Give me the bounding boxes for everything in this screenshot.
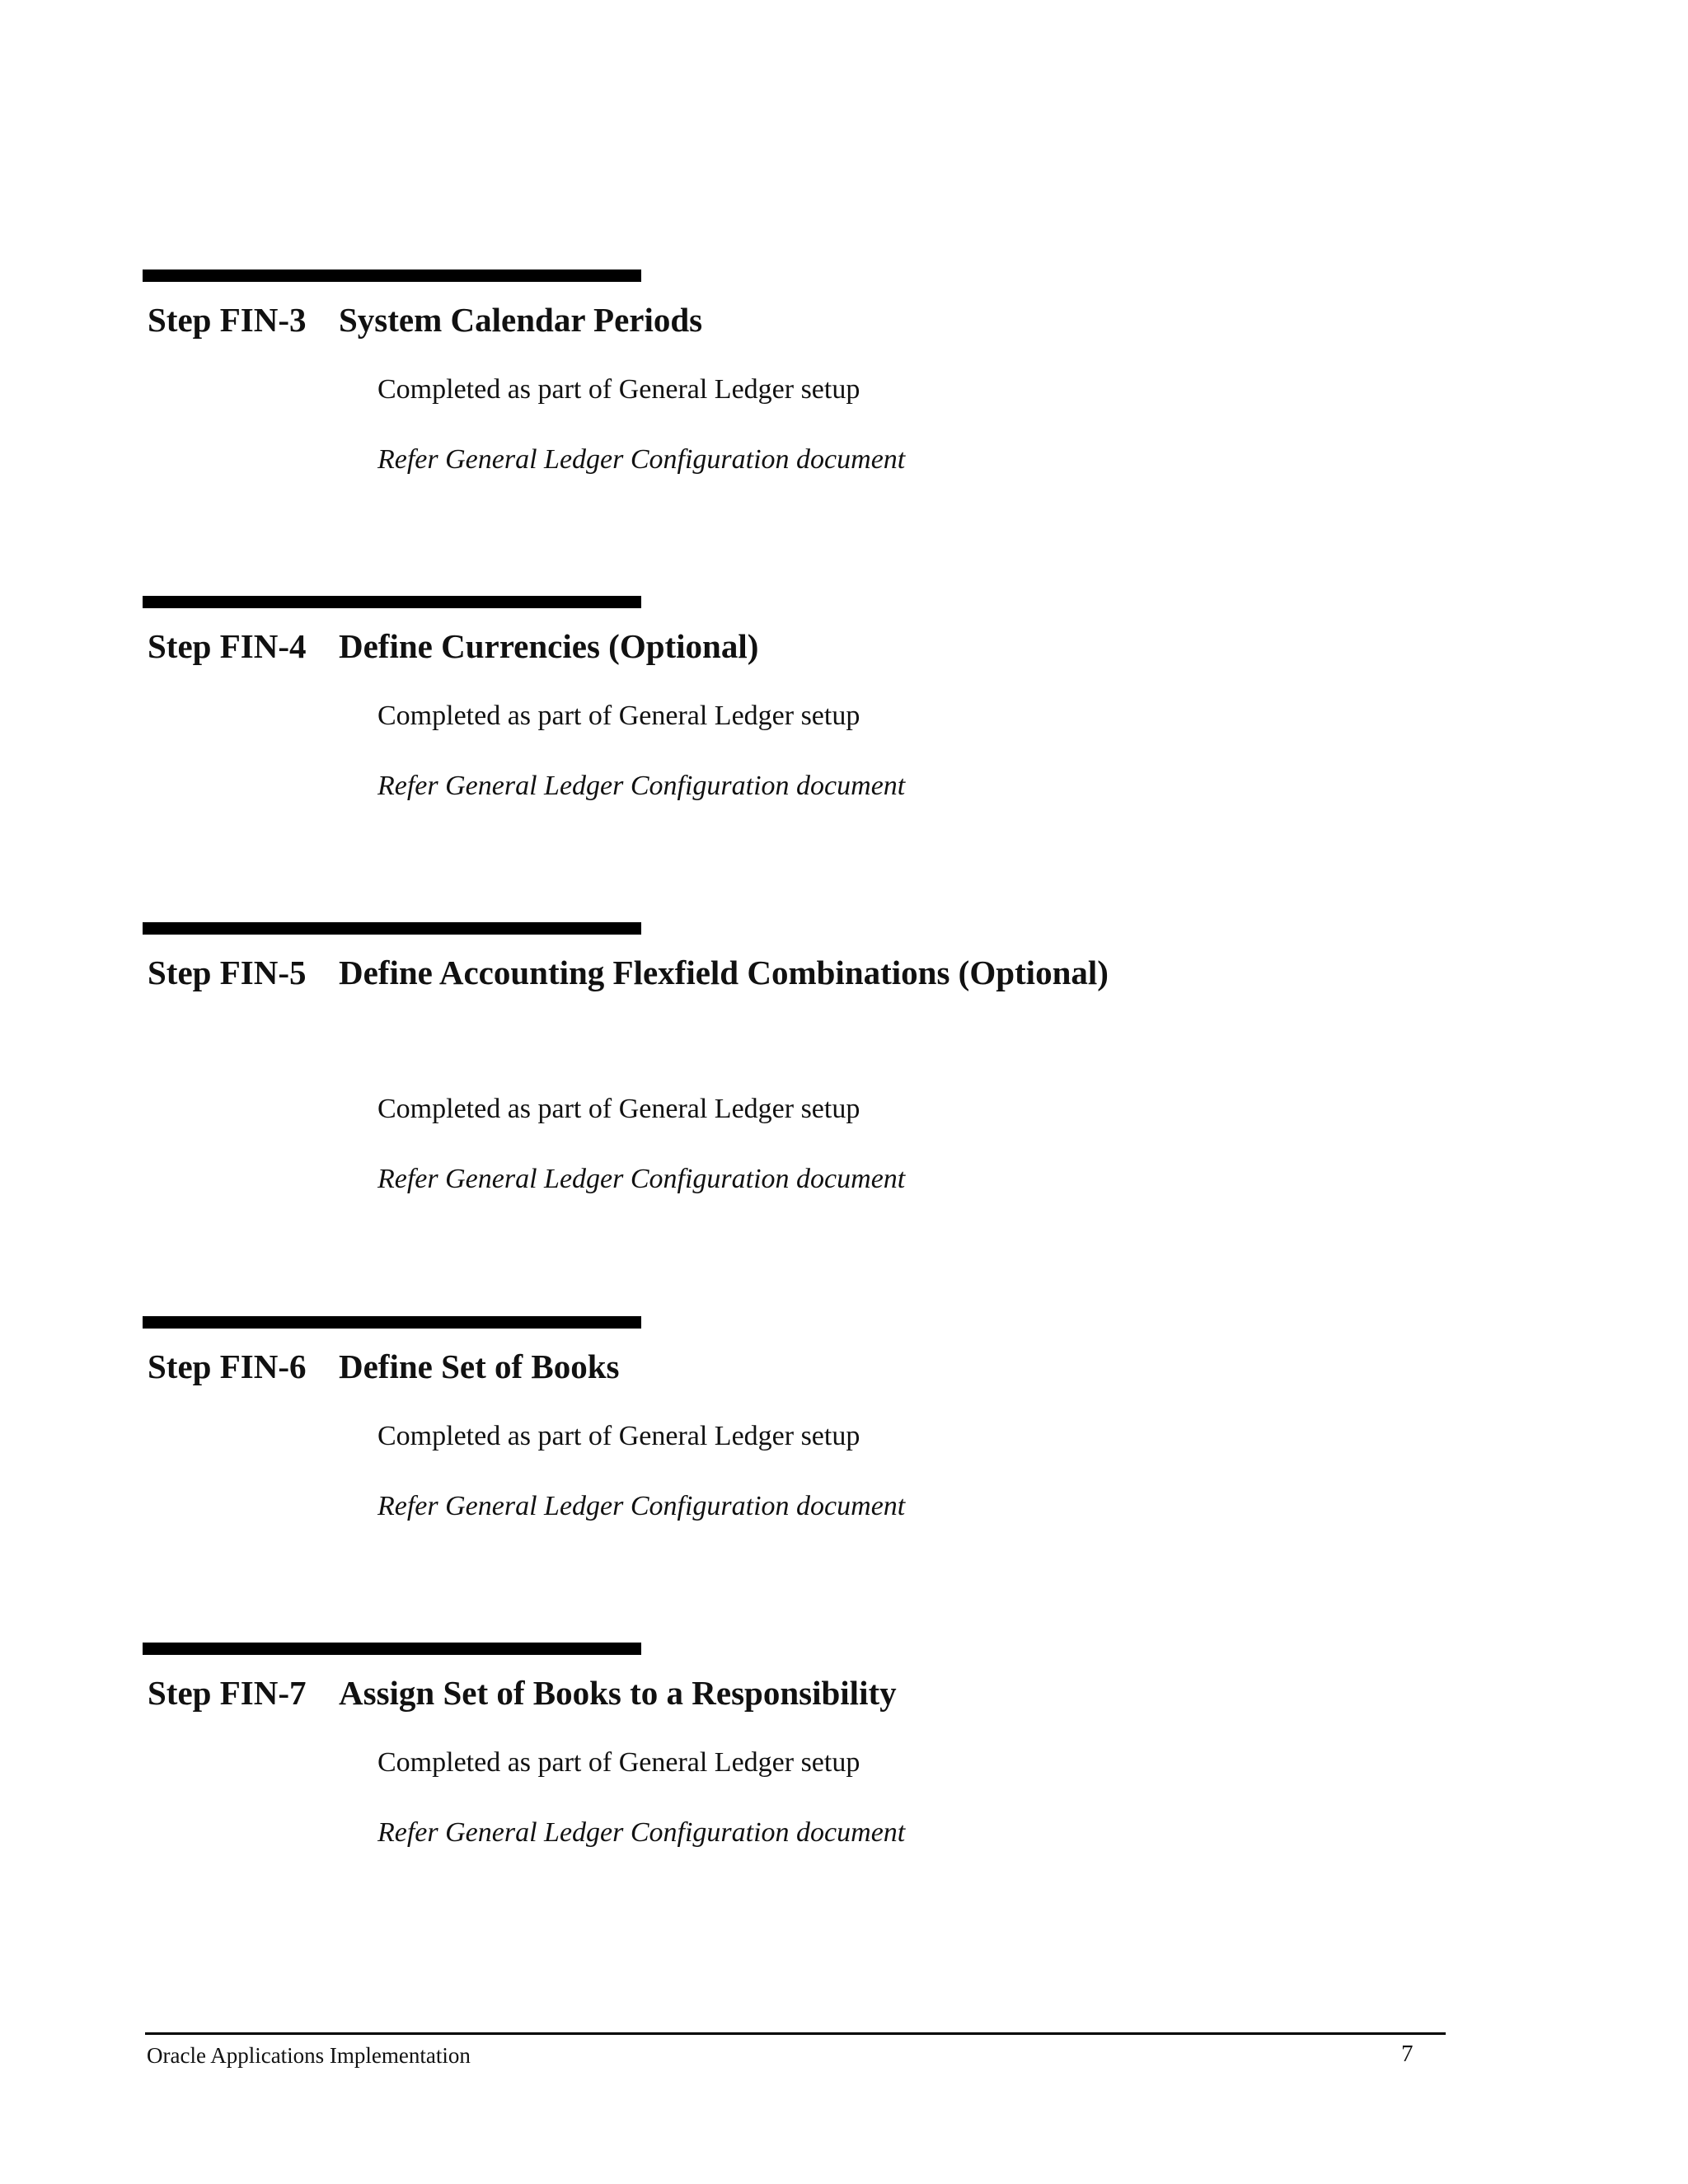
step-description: Completed as part of General Ledger setup — [377, 1747, 860, 1778]
section-rule — [143, 922, 641, 935]
step-heading — [148, 1346, 1672, 1387]
step-title: Define Currencies (Optional) — [339, 627, 759, 665]
step-reference: Refer General Ledger Configuration document — [377, 1164, 906, 1194]
step-description: Completed as part of General Ledger setup — [377, 1421, 860, 1451]
step-id: Step FIN-3 — [148, 301, 307, 339]
step-title: Define Accounting Flexfield Combinations (Optional) — [339, 954, 1109, 991]
section-rule — [143, 269, 641, 282]
page-number: 7 — [1401, 2041, 1414, 2067]
step-title: Assign Set of Books to a Responsibility — [339, 1674, 897, 1712]
step-title: System Calendar Periods — [339, 301, 703, 339]
step-reference: Refer General Ledger Configuration document — [377, 444, 906, 475]
step-description: Completed as part of General Ledger setup — [377, 1094, 860, 1124]
step-id: Step FIN-7 — [148, 1674, 307, 1712]
step-reference: Refer General Ledger Configuration document — [377, 1491, 906, 1521]
step-heading — [148, 952, 1672, 993]
step-id: Step FIN-5 — [148, 954, 307, 991]
step-reference: Refer General Ledger Configuration document — [377, 1817, 906, 1848]
section-rule — [143, 1316, 641, 1329]
footer-title: Oracle Applications Implementation — [147, 2043, 471, 2068]
section-rule — [143, 596, 641, 608]
step-description: Completed as part of General Ledger setup — [377, 701, 860, 731]
section-rule — [143, 1643, 641, 1655]
step-reference: Refer General Ledger Configuration document — [377, 771, 906, 801]
step-description: Completed as part of General Ledger setup — [377, 374, 860, 405]
step-id: Step FIN-4 — [148, 627, 307, 665]
step-id: Step FIN-6 — [148, 1347, 307, 1385]
step-heading — [148, 626, 1672, 667]
step-heading — [148, 1672, 1672, 1713]
footer-rule — [145, 2032, 1446, 2035]
step-heading — [148, 299, 1672, 340]
step-title: Define Set of Books — [339, 1347, 620, 1385]
